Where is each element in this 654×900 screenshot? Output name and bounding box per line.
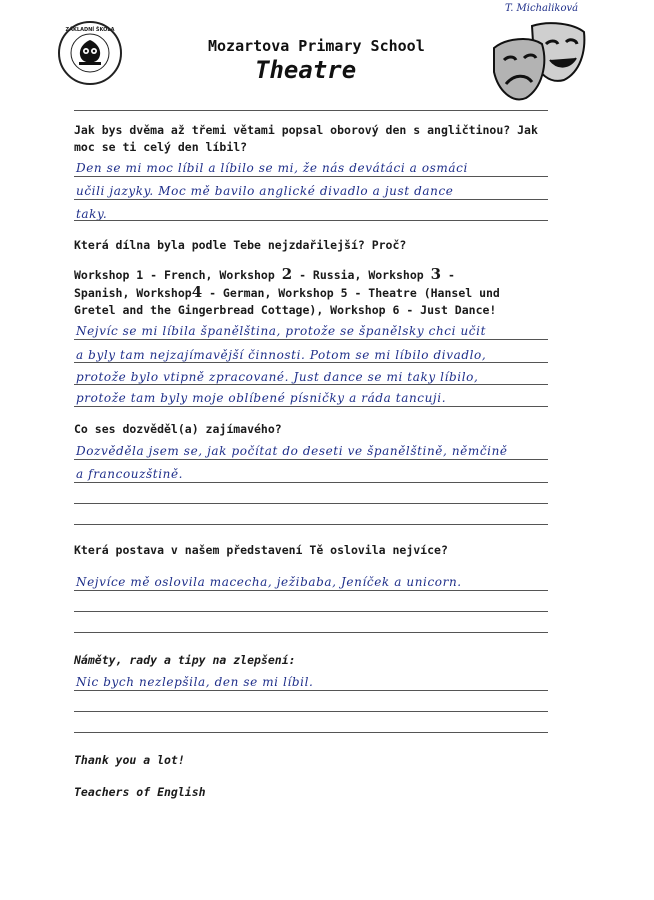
school-logo xyxy=(57,20,123,86)
answer-2-line-4: protože tam byly moje oblíbené písničky a ráda tancuji. xyxy=(76,391,447,405)
header-divider xyxy=(74,110,548,111)
svg-text:ZÁKLADNÍ ŠKOLA: ZÁKLADNÍ ŠKOLA xyxy=(65,27,115,33)
answer-line xyxy=(74,690,548,691)
answer-line xyxy=(74,503,548,504)
workshop-text: - xyxy=(441,268,455,282)
answer-line xyxy=(74,384,548,385)
workshop-text: - German, Workshop 5 - Theatre (Hansel und xyxy=(202,286,500,300)
workshop-text: - Russia, Workshop xyxy=(292,268,431,282)
question-2: Která dílna byla podle Tebe nejzdařilejší? Proč? xyxy=(74,238,407,252)
question-1: Jak bys dvěma až třemi větami popsal oborový den s angličtinou? Jak moc se ti celý den líbil? xyxy=(74,123,538,154)
sender-text: Teachers of English xyxy=(74,785,206,799)
answer-1-line-1: Den se mi moc líbil a líbilo se mi, že nás devátáci a osmáci xyxy=(76,161,468,175)
answer-line xyxy=(74,632,548,633)
answer-2-line-1: Nejvíc se mi líbila španělština, protože se španělsky chci učit xyxy=(76,324,486,338)
question-5: Náměty, rady a tipy na zlepšení: xyxy=(74,653,296,667)
answer-line xyxy=(74,362,548,363)
page-title: Theatre xyxy=(255,56,357,84)
answer-line xyxy=(74,220,548,221)
workshop-list xyxy=(74,266,554,319)
theatre-masks-icon xyxy=(492,18,588,106)
answer-5-line-1: Nic bych nezlepšila, den se mi líbil. xyxy=(76,675,314,689)
question-3: Co ses dozvěděl(a) zajímavého? xyxy=(74,422,282,436)
answer-line xyxy=(74,590,548,591)
handwritten-number: 2 xyxy=(281,265,293,283)
answer-3-line-1: Dozvěděla jsem se, jak počítat do deseti ve španělštině, němčině xyxy=(76,444,508,458)
answer-line xyxy=(74,482,548,483)
answer-line xyxy=(74,406,548,407)
school-name: Mozartova Primary School xyxy=(208,37,425,55)
answer-line xyxy=(74,711,548,712)
answer-1-line-3: taky. xyxy=(76,207,108,221)
answer-1-line-2: učili jazyky. Moc mě bavilo anglické divadlo a just dance xyxy=(76,184,454,198)
workshop-text: Gretel and the Gingerbread Cottage), Workshop 6 - Just Dance! xyxy=(74,303,497,317)
workshop-text: Spanish, Workshop xyxy=(74,286,192,300)
answer-2-line-3: protože bylo vtipně zpracované. Just dance se mi taky líbilo, xyxy=(76,370,479,384)
answer-line xyxy=(74,339,548,340)
workshop-text: Workshop 1 - French, Workshop xyxy=(74,268,282,282)
answer-3-line-2: a francouzštině. xyxy=(76,467,184,481)
answer-4-line-1: Nejvíce mě oslovila macecha, ježibaba, Jeníček a unicorn. xyxy=(76,575,462,589)
answer-line xyxy=(74,524,548,525)
thanks-text: Thank you a lot! xyxy=(74,753,185,767)
answer-line xyxy=(74,732,548,733)
answer-line xyxy=(74,176,548,177)
question-4: Která postava v našem představení Tě oslovila nejvíce? xyxy=(74,543,448,557)
teacher-signature: T. Michaliková xyxy=(505,3,579,14)
answer-line xyxy=(74,611,548,612)
handwritten-number: 4 xyxy=(191,283,203,301)
handwritten-number: 3 xyxy=(430,265,442,283)
answer-line xyxy=(74,459,548,460)
answer-2-line-2: a byly tam nejzajímavější činnosti. Potom se mi líbilo divadlo, xyxy=(76,348,487,362)
answer-line xyxy=(74,199,548,200)
